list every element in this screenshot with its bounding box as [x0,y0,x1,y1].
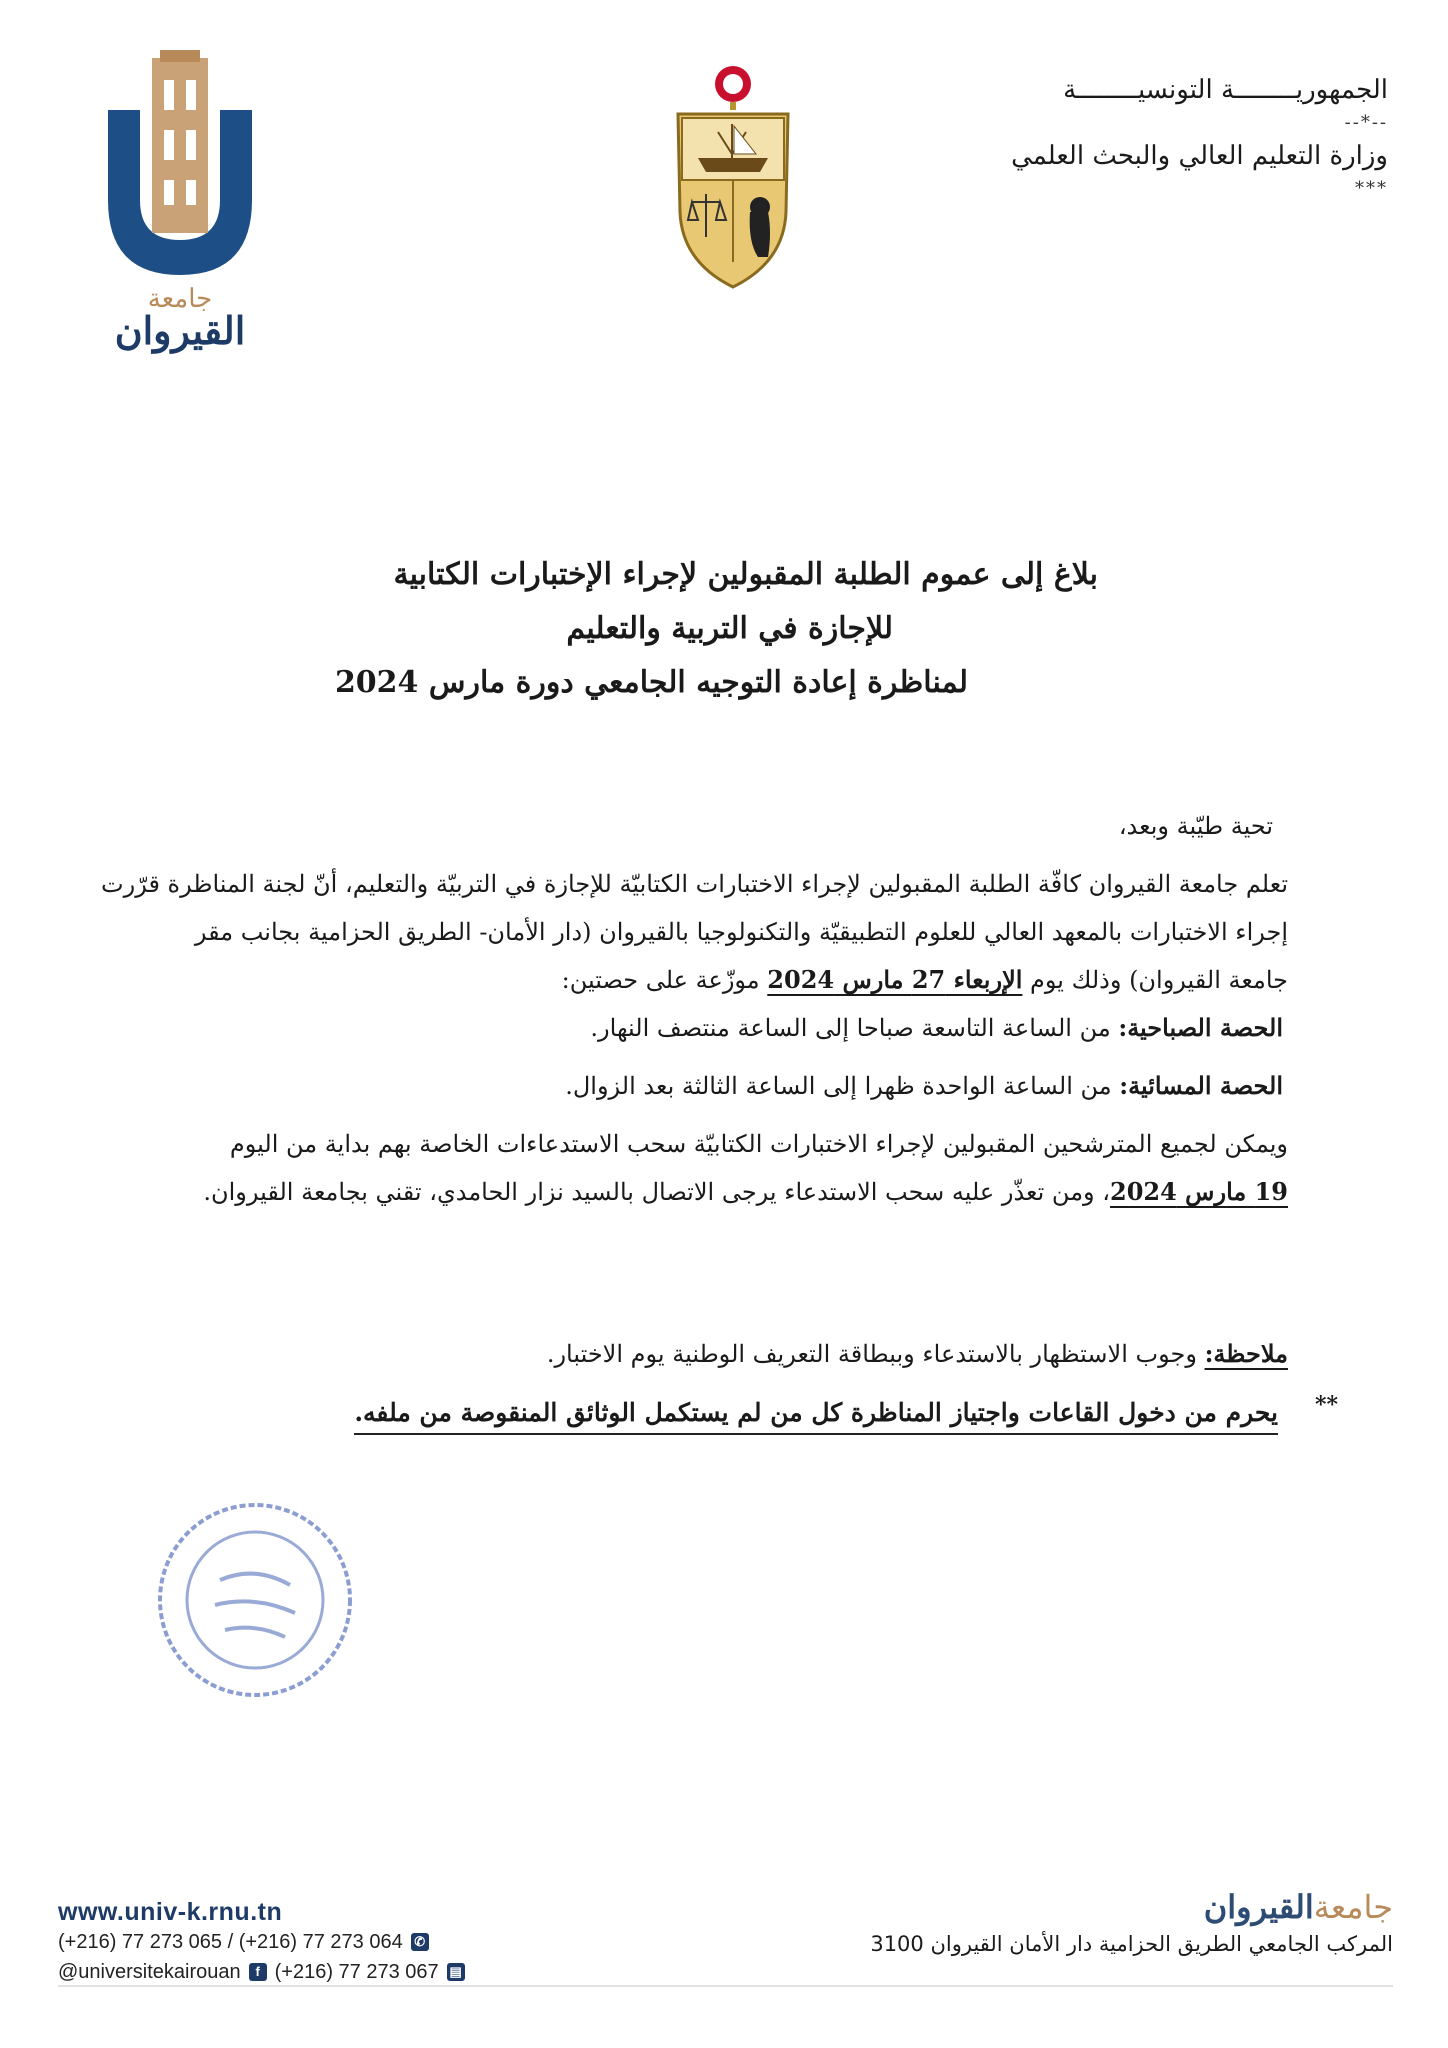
title-line-1: بلاغ إلى عموم الطلبة المقبولين لإجراء الإختبارات الكتابية [393,557,1098,592]
fax-number: (+216) 77 273 067 [274,1961,439,1983]
footer-logo [870,1888,1393,1926]
footer-address [870,1888,1393,1956]
note-label: ملاحظة: [1204,1339,1288,1368]
logo-big-label: القيروان [114,308,246,353]
phone-icon: ✆ [411,1933,429,1951]
body-line-1: تعلم جامعة القيروان كافّة الطلبة المقبولين لإجراء الاختبارات الكتابيّة للإجازة في التربيّة والتعليم، أنّ لجنة المناظرة قرّرت [101,870,1288,898]
morning-label: الحصة الصباحية: [1118,1013,1283,1042]
announcement-title [334,548,1098,710]
body-line-2: إجراء الاختبارات بالمعهد العالي للعلوم التطبيقيّة والتكنولوجيا بالقيروان (دار الأمان- الطريق الحزامية بجانب مقر [194,918,1288,946]
website-link[interactable]: www.univ-k.rnu.tn [58,1898,283,1926]
footer-logo-big: القيروان [1203,1888,1314,1926]
tunisia-coat-of-arms-icon [668,62,798,292]
evening-session [158,1062,1288,1110]
body-line-7 [158,1168,1288,1216]
body-line-3 [158,956,1288,1004]
body-line-7b: ، ومن تعذّر عليه سحب الاستدعاء يرجى الاتصال بالسيد نزار الحامدي، تقني بجامعة القيروان. [203,1178,1111,1206]
header-divider-2: *** [1355,178,1388,199]
republic-line: الجمهوريــــــــة التونسيــــــــة [1063,75,1388,105]
greeting: تحية طيّبة وبعد، [1118,812,1273,840]
title-line-2: للإجازة في التربية والتعليم [566,611,893,646]
note-block [158,1330,1288,1378]
final-warning: يحرم من دخول القاعات واجتياز المناظرة كل من لم يستكمل الوثائق المنقوصة من ملفه. [354,1398,1278,1435]
body-line-3c: موزّعة على حصتين: [561,966,768,994]
evening-label: الحصة المسائية: [1119,1071,1283,1100]
main-body [101,860,1288,1216]
fax-icon: ▤ [447,1963,465,1981]
logo-small-label: جامعة [147,284,213,314]
facebook-icon: f [249,1963,267,1981]
phone-numbers: (+216) 77 273 065 / (+216) 77 273 064 [58,1931,403,1953]
ministry-header [948,70,1388,202]
morning-text: من الساعة التاسعة صباحا إلى الساعة منتصف النهار. [590,1014,1119,1042]
note-stars: ** [1314,1392,1338,1418]
body-line-3a: جامعة القيروان) وذلك يوم [1022,966,1288,994]
ministry-line: وزارة التعليم العالي والبحث العلمي [1011,141,1388,171]
social-row [58,1957,465,1987]
official-stamp-icon [150,1495,360,1705]
address-text: المركب الجامعي الطريق الحزامية دار الأمان القيروان 3100 [870,1932,1393,1956]
footer-divider [58,1985,1393,1987]
title-line-3: لمناظرة إعادة التوجيه الجامعي دورة مارس 2024 [334,665,968,700]
footer-contact [58,1898,465,1987]
evening-text: من الساعة الواحدة ظهرا إلى الساعة الثالثة بعد الزوال. [565,1072,1120,1100]
pickup-date: 19 مارس 2024 [1110,1177,1288,1206]
university-tower-icon [80,50,280,280]
morning-session [158,1004,1288,1052]
footer-logo-small: جامعة [1313,1888,1393,1926]
note-text: وجوب الاستظهار بالاستدعاء وببطاقة التعريف الوطنية يوم الاختبار. [546,1340,1205,1368]
social-handle[interactable]: @universitekairouan [58,1961,241,1983]
exam-date: الإربعاء 27 مارس 2024 [767,965,1023,994]
header-divider-1: --*-- [1344,112,1388,133]
body-line-6: ويمكن لجميع المترشحين المقبولين لإجراء الاختبارات الكتابيّة سحب الاستدعاءات الخاصة بهم بداية من اليوم [229,1130,1288,1158]
note-line [158,1330,1288,1378]
phone-row [58,1927,465,1957]
university-logo [80,50,280,353]
